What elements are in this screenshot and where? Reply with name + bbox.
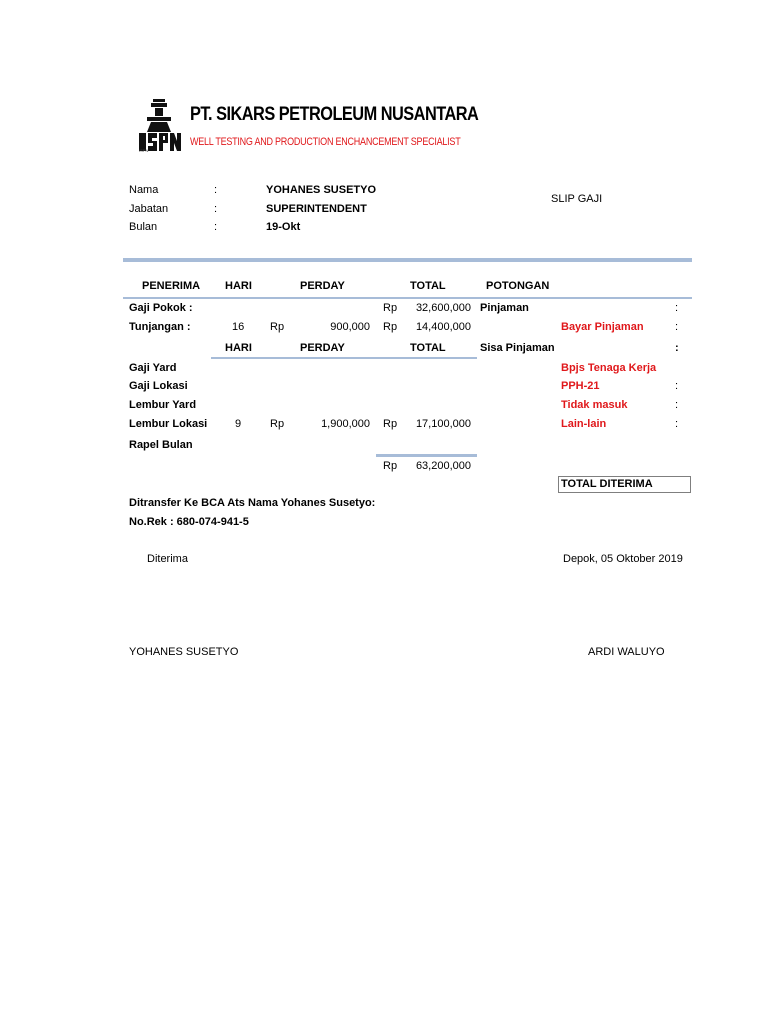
pinjaman-colon: : bbox=[675, 302, 679, 314]
nama-colon: : bbox=[214, 184, 218, 196]
receiver-name: YOHANES SUSETYO bbox=[129, 646, 239, 658]
pph21-colon: : bbox=[675, 380, 679, 392]
sub-col-hari: HARI bbox=[225, 342, 252, 354]
tunjangan-perday-currency: Rp bbox=[270, 321, 285, 333]
total-diterima-label: TOTAL DITERIMA bbox=[561, 478, 653, 490]
sub-col-total: TOTAL bbox=[410, 342, 446, 354]
col-total: TOTAL bbox=[410, 280, 446, 292]
lembur-yard-label: Lembur Yard bbox=[129, 399, 197, 411]
pinjaman-label: Pinjaman bbox=[480, 302, 529, 314]
total-rule bbox=[376, 454, 477, 457]
gaji-pokok-currency: Rp bbox=[383, 302, 398, 314]
nama-label: Nama bbox=[129, 184, 159, 196]
logo-caption: ISPN bbox=[139, 148, 149, 153]
transfer-line1: Ditransfer Ke BCA Ats Nama Yohanes Susetyo: bbox=[129, 497, 376, 509]
gaji-pokok-total: 32,600,000 bbox=[415, 302, 471, 314]
lembur-lokasi-hari: 9 bbox=[235, 418, 242, 430]
lembur-lokasi-perday: 1,900,000 bbox=[321, 418, 370, 430]
gaji-pokok-label: Gaji Pokok : bbox=[129, 302, 193, 314]
bulan-label: Bulan bbox=[129, 221, 158, 233]
subheader-rule bbox=[211, 357, 477, 359]
lembur-lokasi-perday-currency: Rp bbox=[270, 418, 285, 430]
jabatan-label: Jabatan bbox=[129, 203, 169, 215]
nama-value: YOHANES SUSETYO bbox=[266, 184, 377, 196]
col-hari: HARI bbox=[225, 280, 252, 292]
diterima-label: Diterima bbox=[147, 553, 188, 565]
lembur-lokasi-currency: Rp bbox=[383, 418, 398, 430]
tidak-masuk-label: Tidak masuk bbox=[561, 399, 628, 411]
col-penerima: PENERIMA bbox=[142, 280, 201, 292]
lain-lain-colon: : bbox=[675, 418, 679, 430]
company-name: PT. SIKARS PETROLEUM NUSANTARA bbox=[190, 104, 479, 125]
bulan-value: 19-Okt bbox=[266, 221, 301, 233]
header-rule-bottom bbox=[123, 297, 692, 299]
bayar-pinjaman-colon: : bbox=[675, 321, 679, 333]
tidak-masuk-colon: : bbox=[675, 399, 679, 411]
bayar-pinjaman-label: Bayar Pinjaman bbox=[561, 321, 644, 333]
issuer-name: ARDI WALUYO bbox=[588, 646, 665, 658]
sisa-pinjaman-colon: : bbox=[675, 342, 679, 354]
jabatan-value: SUPERINTENDENT bbox=[266, 203, 367, 215]
tunjangan-hari: 16 bbox=[232, 321, 245, 333]
company-logo-icon bbox=[137, 98, 181, 154]
lembur-lokasi-total: 17,100,000 bbox=[415, 418, 471, 430]
jabatan-colon: : bbox=[214, 203, 218, 215]
gaji-yard-label: Gaji Yard bbox=[129, 362, 177, 374]
tunjangan-label: Tunjangan : bbox=[129, 321, 191, 333]
header-rule-top bbox=[123, 258, 692, 262]
bpjs-label: Bpjs Tenaga Kerja bbox=[561, 362, 657, 374]
tunjangan-currency: Rp bbox=[383, 321, 398, 333]
sub-col-perday: PERDAY bbox=[300, 342, 345, 354]
lembur-lokasi-label: Lembur Lokasi bbox=[129, 418, 208, 430]
gaji-lokasi-label: Gaji Lokasi bbox=[129, 380, 188, 392]
sisa-pinjaman-label: Sisa Pinjaman bbox=[480, 342, 555, 354]
pph21-label: PPH-21 bbox=[561, 380, 600, 392]
place-date: Depok, 05 Oktober 2019 bbox=[563, 553, 683, 565]
grand-total-value: 63,200,000 bbox=[415, 460, 471, 472]
tunjangan-perday: 900,000 bbox=[330, 321, 370, 333]
lain-lain-label: Lain-lain bbox=[561, 418, 607, 430]
company-tagline: WELL TESTING AND PRODUCTION ENCHANCEMENT SPECIALIST bbox=[190, 136, 461, 148]
bulan-colon: : bbox=[214, 221, 218, 233]
grand-total-currency: Rp bbox=[383, 460, 398, 472]
col-perday: PERDAY bbox=[300, 280, 345, 292]
col-potongan: POTONGAN bbox=[486, 280, 550, 292]
tunjangan-total: 14,400,000 bbox=[415, 321, 471, 333]
rapel-bulan-label: Rapel Bulan bbox=[129, 439, 193, 451]
transfer-line2: No.Rek : 680-074-941-5 bbox=[129, 516, 249, 528]
slip-title: SLIP GAJI bbox=[551, 193, 603, 205]
